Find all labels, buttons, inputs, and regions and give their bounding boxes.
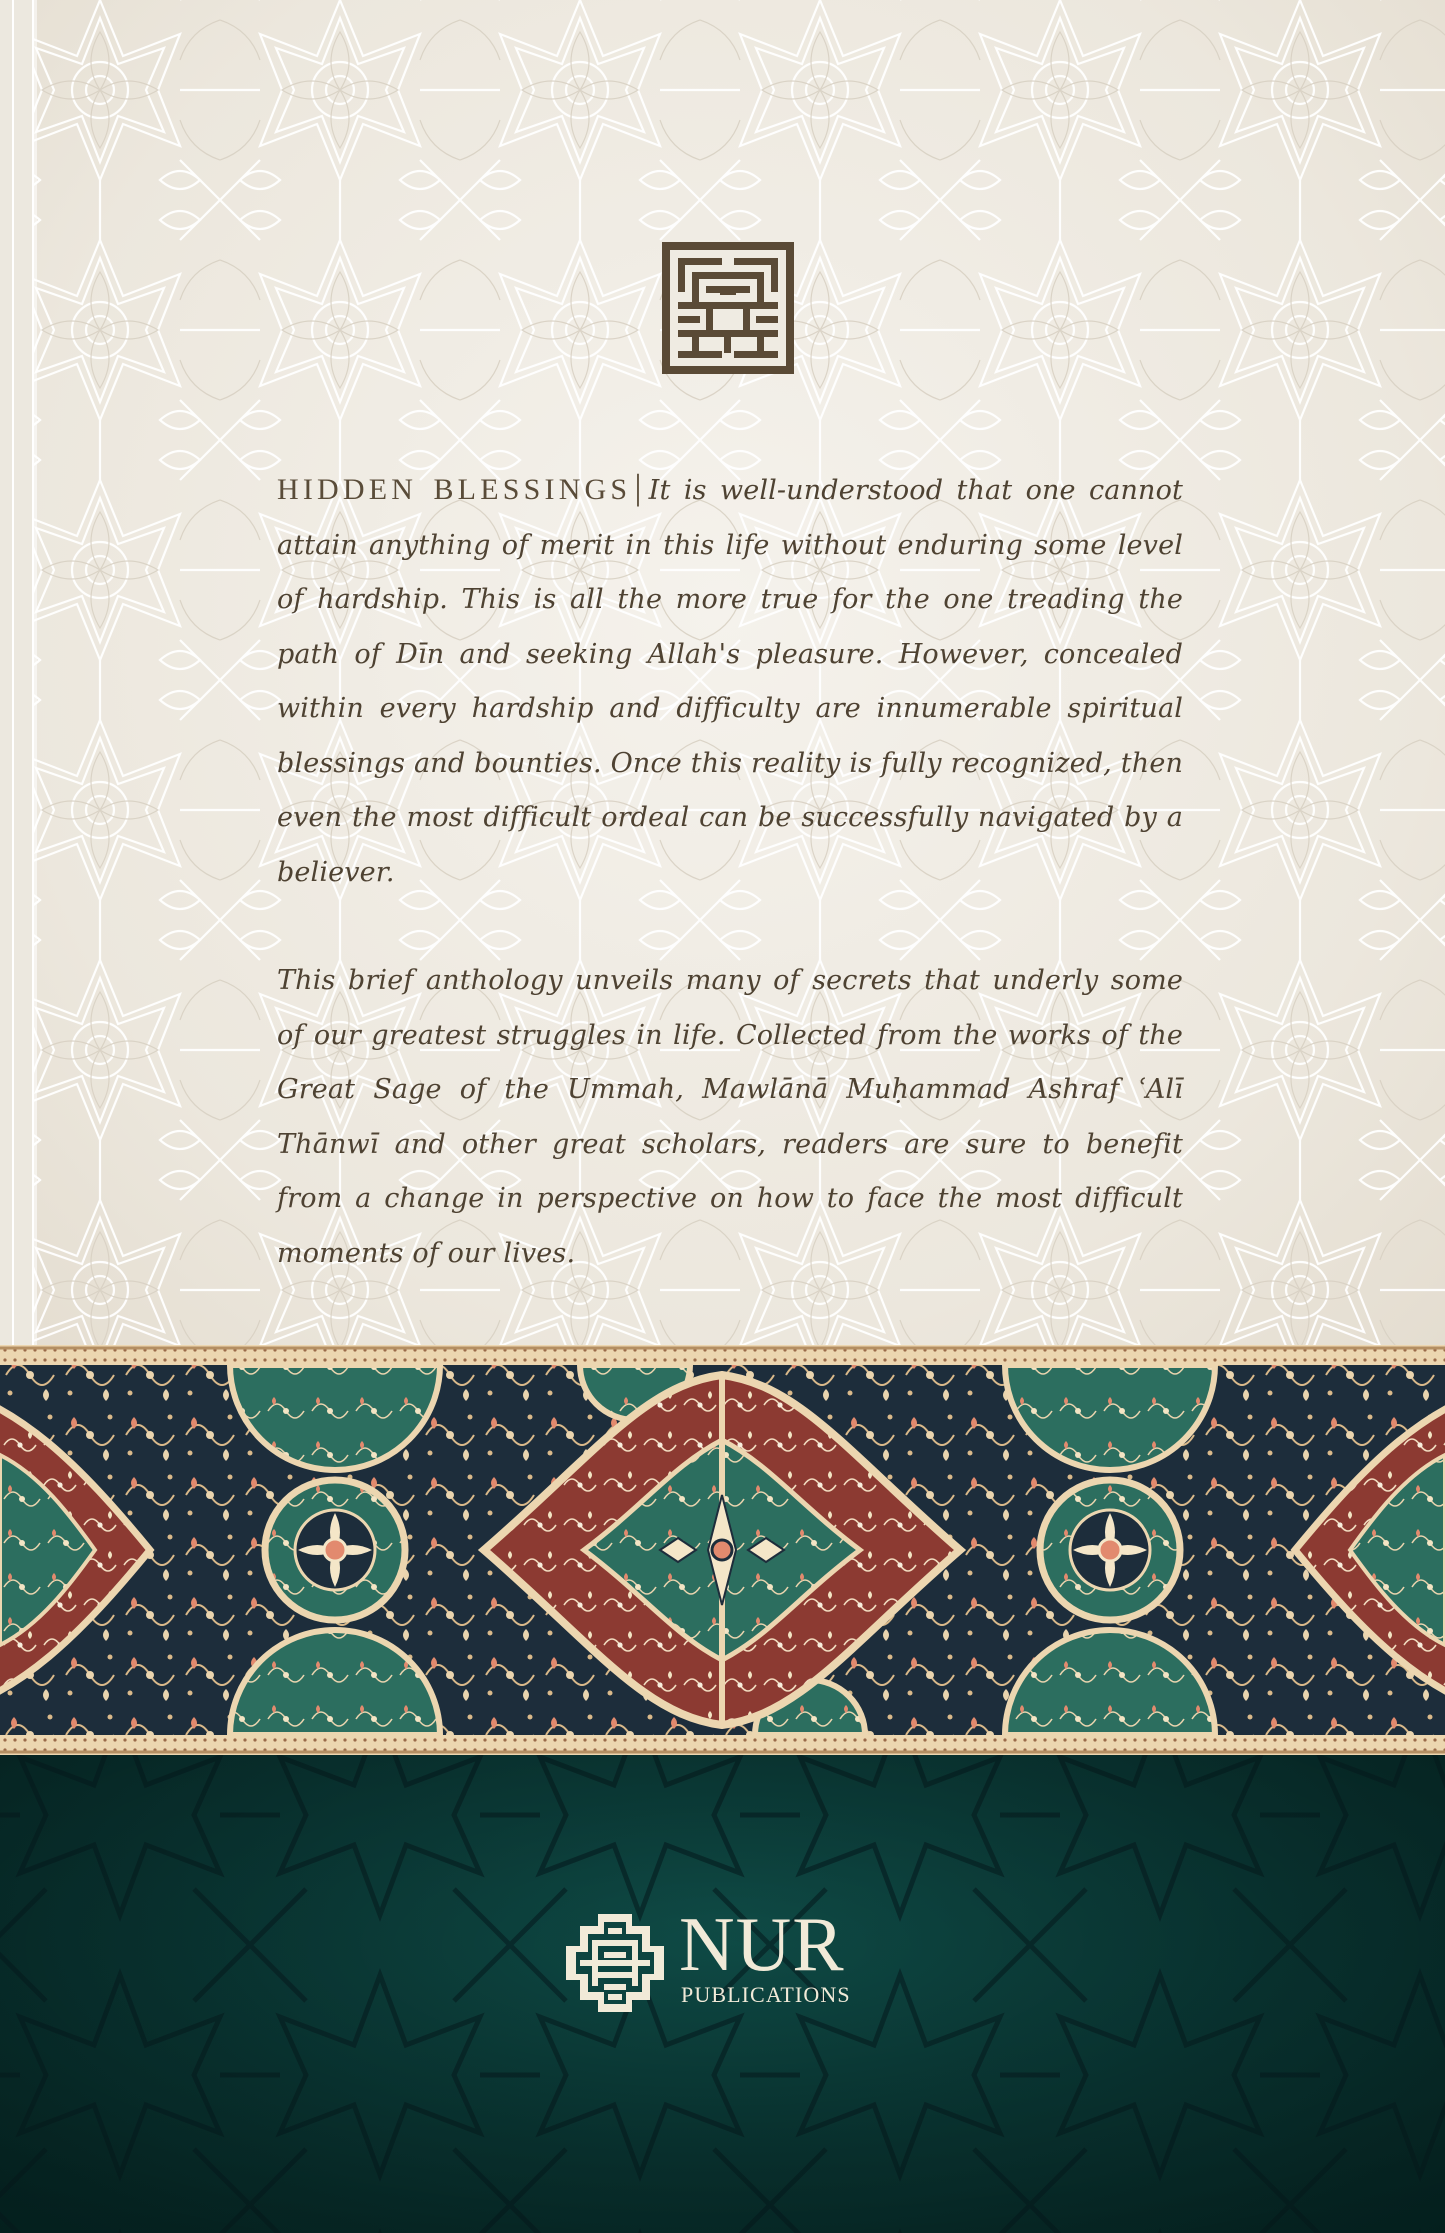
description-paragraph-1-text: It is well-understood that one cannot attain anything of merit in this life without enduring some level of hardship. This is all the more true for the one treading the path of Dīn and seeking Allah's pleasure. However, concealed within every hardship and difficulty are innumerable spiritual blessings and bounties. Once this reality is fully recognized, then even the most difficult ordeal can be successfully navigated by a believer. (277, 475, 1183, 888)
spine-edge (0, 0, 34, 1345)
description-paragraph-2: This brief anthology unveils many of secrets that underly some of our greatest struggles in life. Collected from the works of the Great Sage of the Ummah, Mawlānā Muḥammad Ashraf ʿAlī Thānwī and other great scholars, readers are sure to benefit from a change in perspective on how to face the most difficult moments of our lives. (277, 965, 1183, 1269)
title-separator: | (634, 467, 642, 507)
publisher-name: NUR (679, 1901, 845, 1987)
nur-publications-logo-icon (562, 1910, 668, 2016)
ornamental-border-icon (0, 1345, 1445, 1755)
book-title: HIDDEN BLESSINGS (277, 473, 632, 506)
description-text (277, 460, 1183, 1281)
publisher-footer (0, 1755, 1445, 2233)
publisher-subtitle: PUBLICATIONS (681, 1982, 851, 2007)
square-kufic-seal-icon (662, 242, 794, 374)
publisher-logo (562, 1901, 892, 2020)
description-paragraph-1 (277, 460, 1183, 900)
